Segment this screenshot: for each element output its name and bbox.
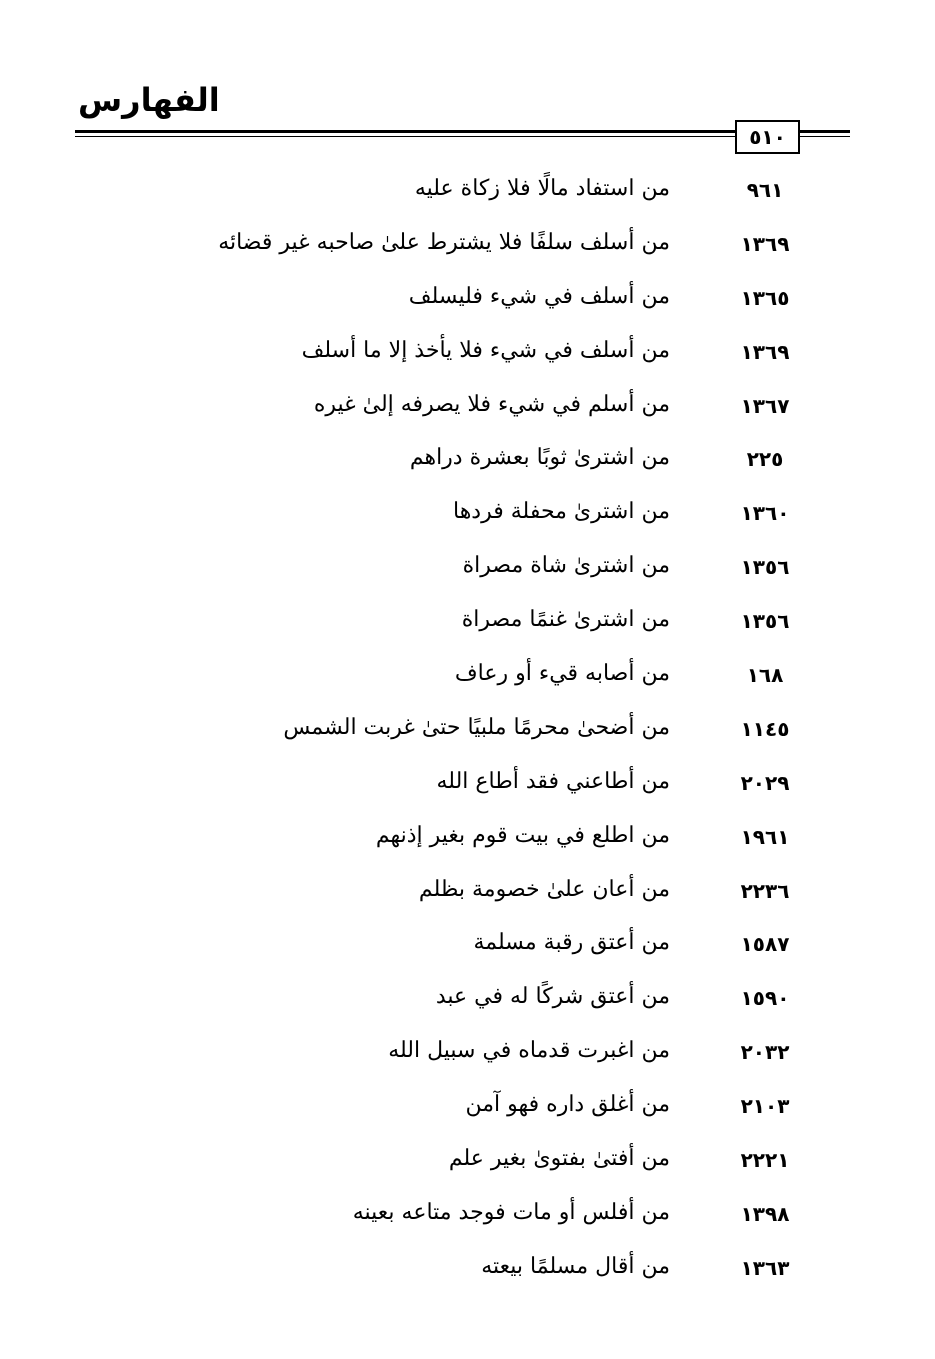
index-entry [0,922,935,976]
entry-number: ٢٢٥ [746,447,784,472]
index-entry [0,330,935,384]
entry-text: من أطاعني فقد أطاع الله [436,768,670,794]
entry-text: من استفاد مالًا فلا زكاة عليه [414,176,670,201]
entry-number: ٢١٠٣ [740,1094,790,1119]
entry-text: من أعتق شركًا له في عبد [435,984,670,1010]
index-entry [0,168,935,222]
entry-number: ١٦٨ [746,663,784,688]
index-entry [0,1084,935,1138]
entry-text: من أسلف في شيء فليسلف [408,283,670,309]
entry-number: ١٣٦٩ [740,231,790,256]
entry-text: من اشترىٰ شاة مصراة [462,553,670,579]
entry-text: من أسلف في شيء فلا يأخذ إلا ما أسلف [301,337,670,363]
index-entry [0,1246,935,1300]
index-entry [0,869,935,923]
entry-number: ٢٠٢٩ [740,770,790,795]
entry-number: ٢٠٣٢ [740,1040,790,1065]
entry-number: ١٣٩٨ [740,1201,790,1226]
entry-text: من اغبرت قدماه في سبيل الله [388,1038,670,1064]
index-entry [0,599,935,653]
entry-number: ٢٢٣٦ [740,878,790,903]
index-entry [0,545,935,599]
index-entry [0,707,935,761]
index-entry [0,815,935,869]
index-entry [0,761,935,815]
entry-number: ١٥٩٠ [740,986,790,1011]
index-list [0,168,935,1300]
entry-number: ١٣٦٥ [740,285,790,310]
entry-text: من أعتق رقبة مسلمة [473,930,670,956]
entry-number: ١٥٨٧ [740,932,790,957]
page-number: ٥١٠ [735,120,800,154]
entry-text: من أسلف سلفًا فلا يشترط علىٰ صاحبه غير قضائه [218,229,670,255]
header-rule-thick [75,130,735,133]
index-entry [0,1138,935,1192]
index-entry [0,653,935,707]
entry-text: من أسلم في شيء فلا يصرفه إلىٰ غيره [313,391,670,417]
header-rule-right-thin [800,136,850,137]
entry-number: ١٣٦٠ [740,501,790,526]
entry-text: من أعان علىٰ خصومة بظلم [418,876,670,902]
entry-number: ٩٦١ [746,178,784,202]
entry-number: ١٣٦٧ [740,393,790,418]
entry-number: ٢٢٢١ [740,1148,790,1173]
entry-text: من أفتىٰ بفتوىٰ بغير علم [448,1146,670,1172]
index-entry [0,976,935,1030]
entry-text: من أغلق داره فهو آمن [465,1092,670,1118]
entry-number: ١١٤٥ [740,716,790,741]
index-entry [0,1192,935,1246]
entry-text: من أضحىٰ محرمًا ملبيًا حتىٰ غربت الشمس [283,714,670,740]
header-rule-right-thick [800,130,850,133]
entry-number: ١٩٦١ [740,824,790,849]
entry-number: ١٣٦٣ [740,1255,790,1280]
header-rule-thin [75,136,735,137]
index-entry [0,491,935,545]
index-entry [0,437,935,491]
entry-number: ١٣٦٩ [740,339,790,364]
running-header-title: الفهارس [78,81,220,119]
entry-text: من أصابه قيء أو رعاف [454,661,670,687]
entry-text: من أفلس أو مات فوجد متاعه بعينه [352,1199,670,1225]
index-entry [0,276,935,330]
index-entry [0,222,935,276]
entry-text: من اطلع في بيت قوم بغير إذنهم [375,822,670,848]
entry-text: من اشترىٰ غنمًا مصراة [461,607,670,633]
entry-number: ١٣٥٦ [740,555,790,580]
index-entry [0,384,935,438]
index-entry [0,1030,935,1084]
entry-number: ١٣٥٦ [740,609,790,634]
entry-text: من أقال مسلمًا بيعته [481,1253,670,1279]
entry-text: من اشترىٰ ثوبًا بعشرة دراهم [409,445,670,471]
entry-text: من اشترىٰ محفلة فردها [452,499,670,525]
